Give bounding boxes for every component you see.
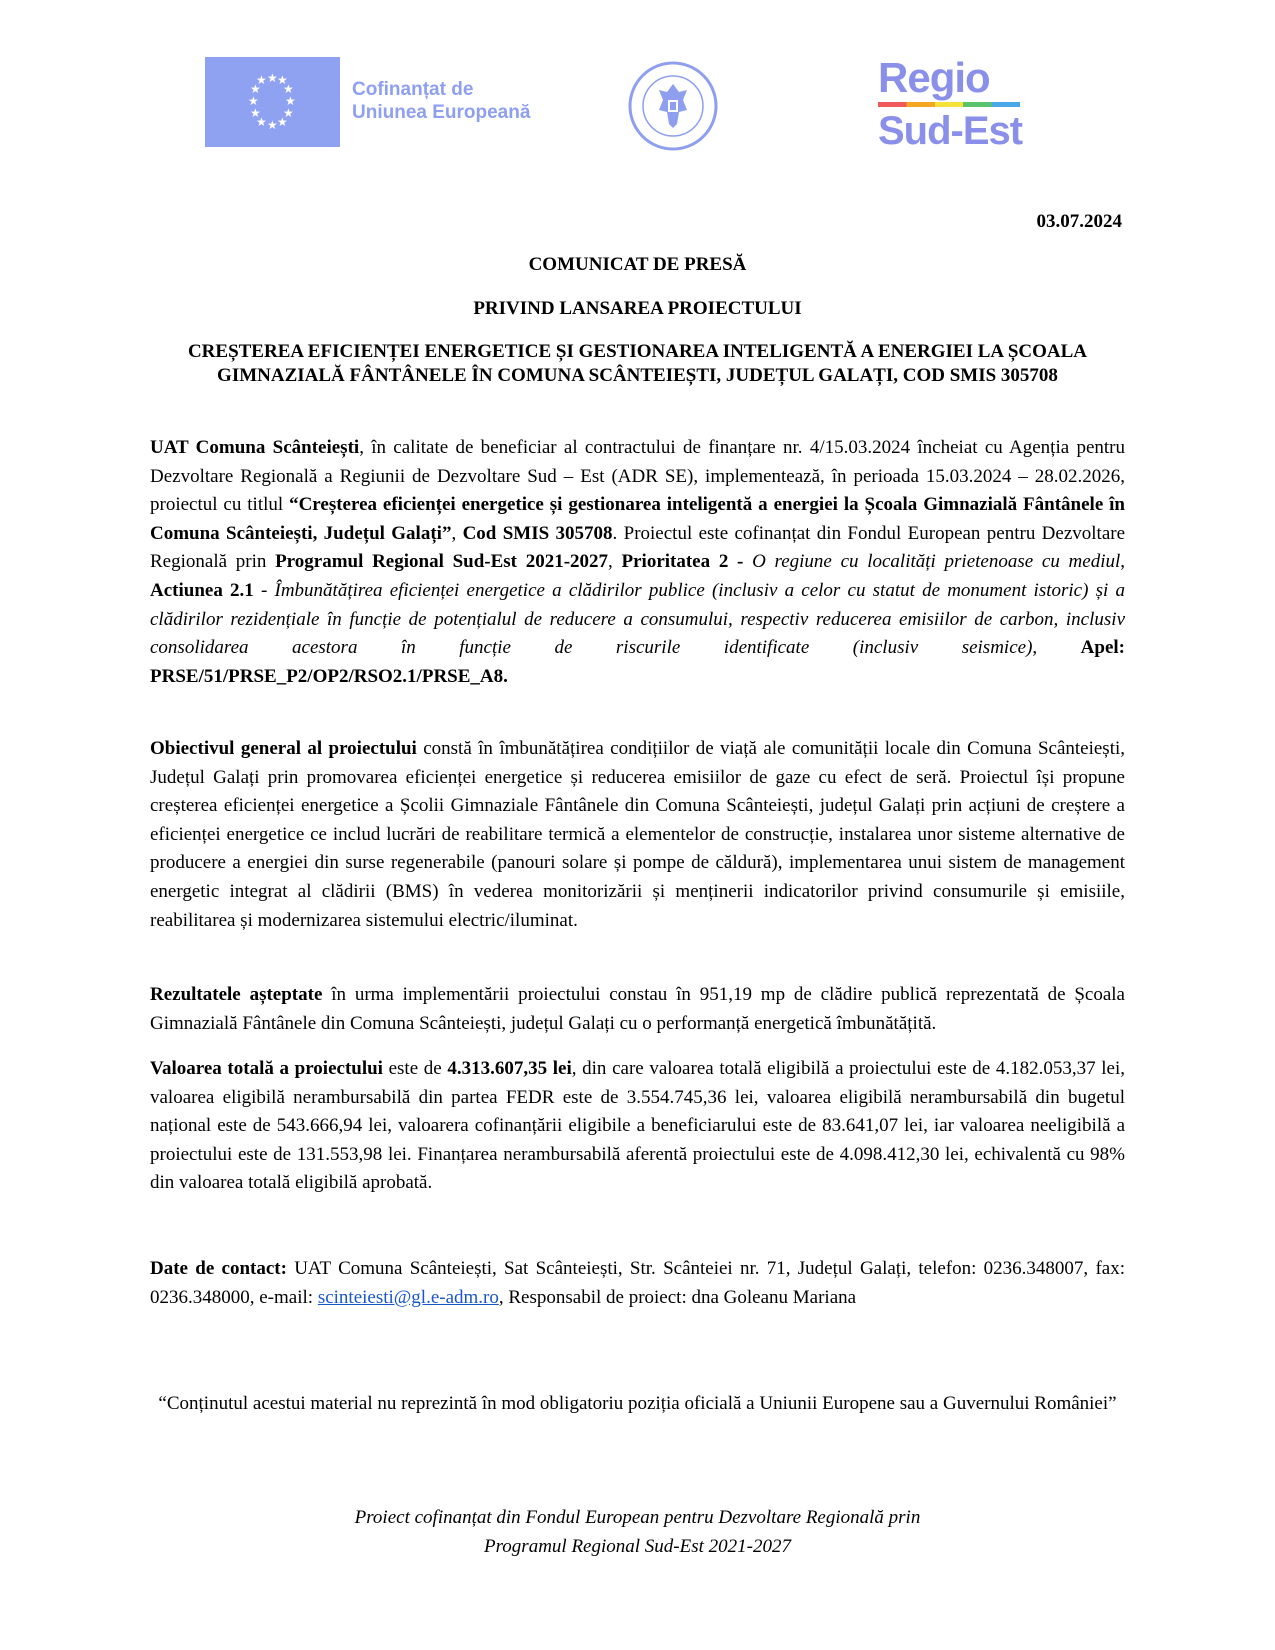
regio-logo-line1: Regio (878, 54, 990, 101)
press-release-subtitle: PRIVIND LANSAREA PROIECTULUI (473, 298, 802, 319)
svg-text:★: ★ (283, 82, 294, 96)
objective-paragraph (150, 735, 1125, 935)
regio-color-bar (878, 102, 1020, 107)
budget-paragraph (150, 1055, 1125, 1198)
contact-paragraph (150, 1255, 1125, 1312)
program-name: Programul Regional Sud-Est 2021-2027 (275, 551, 609, 573)
objective-text: constă în îmbunătățirea condițiilor de viață ale comunității locale din Comuna Scânteiești, Județul Galați prin promovarea eficienței energetice și reducerea emisiilor de gaze cu efect de seră. Proiectul își propune creșterea eficienței energetice a Școlii Gimnaziale Fântânele din Comuna Scânteiești, județul Galați prin acțiuni de creștere a eficienței energetice ce includ lucrări de reabilitare termică a elementelor de construcție, instalarea unor sisteme alternative de producere a energiei din surse regenerabile (panouri solare și pompe de căldură), implementarea unui sistem de management energetic integrat al clădirii (BMS) în vederea monitorizării și menținerii indicatorilor privind consumurile și emisiile, reabilitarea și modernizarea sistemului electric/iluminat. (150, 738, 1126, 931)
eu-stars-icon (205, 57, 340, 147)
separator: , (1120, 551, 1125, 573)
separator (743, 551, 752, 572)
eu-disclaimer: “Conținutul acestui material nu reprezintă în mod obligatoriu poziția oficială a Uniunii Europene sau a Guvernului României” (158, 1393, 1117, 1414)
svg-text:★: ★ (277, 73, 288, 87)
results-label: Rezultatele așteptate (150, 984, 323, 1005)
press-release-title: COMUNICAT DE PRESĂ (528, 254, 747, 275)
project-intro-paragraph (150, 434, 1125, 691)
svg-text:★: ★ (250, 82, 261, 96)
smis-code: Cod SMIS 305708 (462, 522, 613, 544)
action-description: Îmbunătățirea eficienței energetice a clădirilor publice (inclusiv a celor cu statut de monument istoric) și a clădirilor rezidențiale în funcție de potențialul de reducere a consumului, respectiv reducerea emisiilor de carbon, inclusiv consolidarea acestora în funcție de riscurile identificate (inclusiv seismice) (150, 579, 1126, 659)
budget-text: este de (382, 1058, 448, 1079)
footer-line1: Proiect cofinanțat din Fondul European pentru Dezvoltare Regională prin (354, 1507, 921, 1528)
svg-text:★: ★ (285, 94, 296, 108)
contact-address: UAT Comuna Scânteiești, Sat Scânteiești, Str. Scânteiei nr. 71, Județul Galați, telefon: 0236.348007, fax: 0236.348000, e-mail: (150, 1258, 1125, 1308)
svg-text:★: ★ (277, 115, 288, 129)
eu-cofinanced-label (352, 78, 530, 124)
svg-text:★: ★ (256, 115, 267, 129)
separator: , (451, 522, 463, 544)
priority-name: O regiune cu localități prietenoase cu mediul (752, 551, 1121, 573)
logo-header (0, 0, 1275, 160)
project-manager: , Responsabil de proiect: dna Goleanu Mariana (498, 1286, 857, 1308)
footer-line2: Programul Regional Sud-Est 2021-2027 (484, 1536, 791, 1557)
eu-label-line1: Cofinanțat de (352, 79, 474, 100)
funding-text: . Proiectul este cofinanțat din Fondul European pentru Dezvoltare Regională prin (150, 522, 1126, 573)
total-value-label: Valoarea totală a proiectului (150, 1058, 383, 1079)
svg-text:★: ★ (256, 73, 267, 87)
romania-coat-of-arms-icon (627, 60, 719, 152)
project-title: CREȘTEREA EFICIENȚEI ENERGETICE ȘI GESTIONAREA INTELIGENTĂ A ENERGIEI LA ȘCOALA GIMNAZIALĂ FÂNTÂNELE ÎN COMUNA SCÂNTEIEȘTI, JUDEȚUL GALAȚI, COD SMIS 305708 (187, 341, 1088, 386)
separator: , (1032, 637, 1081, 659)
government-seal-logo (627, 60, 719, 152)
svg-text:★: ★ (250, 106, 261, 120)
project-title-quote: “Creșterea eficienței energetice și gestionarea inteligentă a energiei la Școala Gimnazială Fântânele în Comuna Scânteiești, Județul Galați” (150, 494, 1125, 544)
objective-label: Obiectivul general al proiectului (150, 738, 417, 759)
contact-label: Date de contact: (150, 1258, 287, 1279)
priority-label: Prioritatea 2 - (621, 551, 744, 573)
budget-details: , din care valoarea totală eligibilă a proiectului este de 4.182.053,37 lei, valoarea eligibilă nerambursabilă din partea FEDR este de 3.554.745,36 lei, valoarea eligibilă nerambursabilă din bugetul național este de 543.666,94 lei, valoarera cofinanțării eligibile a beneficiarului este de 83.641,07 lei, iar valoarea neeligibilă a proiectului este de 131.553,98 lei. Finanțarea nerambursabilă aferentă proiectului este de 4.098.412,30 lei, echivalentă cu 98% din valoarea totală eligibilă aprobată. (150, 1058, 1125, 1194)
beneficiary-name: UAT Comuna Scânteiești (150, 437, 360, 458)
funding-footer (150, 1503, 1125, 1561)
svg-text:★: ★ (283, 106, 294, 120)
separator: - (253, 579, 275, 601)
document-date: 03.07.2024 (1036, 211, 1122, 232)
regio-logo-line2: Sud-Est (878, 109, 1023, 153)
results-text: în urma implementării proiectului constau în 951,19 mp de clădire publică reprezentată de Școala Gimnazială Fântânele din Comuna Scânteiești, județul Galați cu o performanță energetică îmbunătățită. (150, 984, 1125, 1034)
svg-text:★: ★ (267, 118, 278, 132)
call-code: Apel: PRSE/51/PRSE_P2/OP2/RSO2.1/PRSE_A8. (150, 637, 1125, 687)
separator: , (608, 551, 622, 573)
total-value-amount: 4.313.607,35 lei (447, 1058, 572, 1079)
action-label: Actiunea 2.1 (150, 579, 254, 601)
eu-label-line2: Uniunea Europeană (352, 102, 531, 123)
svg-text:★: ★ (267, 71, 278, 85)
eu-flag-logo (205, 57, 340, 147)
svg-text:★: ★ (248, 94, 259, 108)
results-paragraph (150, 981, 1125, 1038)
intro-text: , în calitate de beneficiar al contractului de finanțare nr. 4/15.03.2024 încheiat cu Agenția pentru Dezvoltare Regională a Regiunii de Dezvoltare Sud – Est (ADR SE), implementează, în perioada 15.03.2024 – 28.02.2026, proiectul cu titlul (150, 437, 1125, 516)
contact-email-link[interactable]: scinteiesti@gl.e-adm.ro (317, 1286, 499, 1308)
